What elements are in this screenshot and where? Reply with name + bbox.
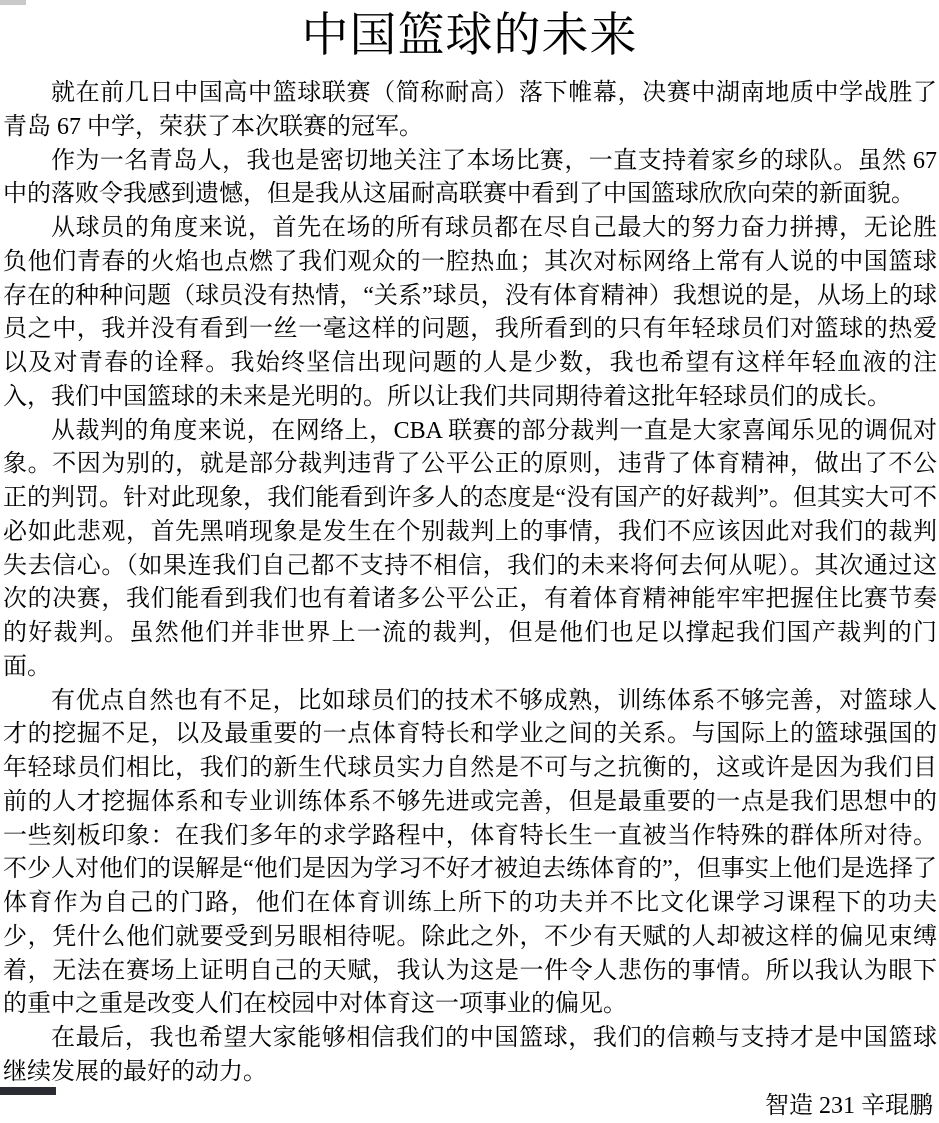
paragraph-4: 从裁判的角度来说，在网络上，CBA 联赛的部分裁判一直是大家喜闻乐见的调侃对象。不因为别的，就是部分裁判违背了公平公正的原则，违背了体育精神，做出了不公正的判罚。针对此现象，我们能看到许多人的态度是“没有国产的好裁判”。但其实大可不必如此悲观，首先黑哨现象是发生在个别裁判上的事情，我们不应该因此对我们的裁判失去信心。（如果连我们自己都不支持不相信，我们的未来将何去何从呢）。其次通过这次的决赛，我们能看到我们也有着诸多公平公正，有着体育精神能牢牢把握住比赛节奏的好裁判。虽然他们并非世界上一流的裁判，但是他们也足以撑起我们国产裁判的门面。 [3,415,937,685]
paragraph-1: 就在前几日中国高中篮球联赛（简称耐高）落下帷幕，决赛中湖南地质中学战胜了青岛 67 中学，荣获了本次联赛的冠军。 [3,77,937,145]
paragraph-2: 作为一名青岛人，我也是密切地关注了本场比赛，一直支持着家乡的球队。虽然 67 中的落败令我感到遗憾，但是我从这届耐高联赛中看到了中国篮球欣欣向荣的新面貌。 [3,145,937,213]
document-body [0,77,939,1123]
paragraph-5: 有优点自然也有不足，比如球员们的技术不够成熟，训练体系不够完善，对篮球人才的挖掘不足，以及最重要的一点体育特长和学业之间的关系。与国际上的篮球强国的年轻球员们相比，我们的新生代球员实力自然是不可与之抗衡的，这或许是因为我们目前的人才挖掘体系和专业训练体系不够先进或完善，但是最重要的一点是我们思想中的一些刻板印象：在我们多年的求学路程中，体育特长生一直被当作特殊的群体所对待。不少人对他们的误解是“他们是因为学习不好才被迫去练体育的”，但事实上他们是选择了体育作为自己的门路，他们在体育训练上所下的功夫并不比文化课学习课程下的功夫少，凭什么他们就要受到另眼相待呢。除此之外，不少有天赋的人却被这样的偏见束缚着，无法在赛场上证明自己的天赋，我认为这是一件令人悲伤的事情。所以我认为眼下的重中之重是改变人们在校园中对体育这一项事业的偏见。 [3,685,937,1023]
paragraph-3: 从球员的角度来说，首先在场的所有球员都在尽自己最大的努力奋力拼搏，无论胜负他们青春的火焰也点燃了我们观众的一腔热血；其次对标网络上常有人说的中国篮球存在的种种问题（球员没有热情，“关系”球员，没有体育精神）我想说的是，从场上的球员之中，我并没有看到一丝一毫这样的问题，我所看到的只有年轻球员们对篮球的热爱以及对青春的诠释。我始终坚信出现问题的人是少数，我也希望有这样年轻血液的注入，我们中国篮球的未来是光明的。所以让我们共同期待着这批年轻球员们的成长。 [3,212,937,415]
paragraph-6: 在最后，我也希望大家能够相信我们的中国篮球，我们的信赖与支持才是中国篮球继续发展的最好的动力。 [3,1022,937,1090]
page-title: 中国篮球的未来 [0,0,939,69]
author-signature: 智造 231 辛琨鹏 [3,1090,937,1123]
scan-artifact-top-left [0,0,26,5]
scan-artifact-bottom-left [0,1087,56,1095]
